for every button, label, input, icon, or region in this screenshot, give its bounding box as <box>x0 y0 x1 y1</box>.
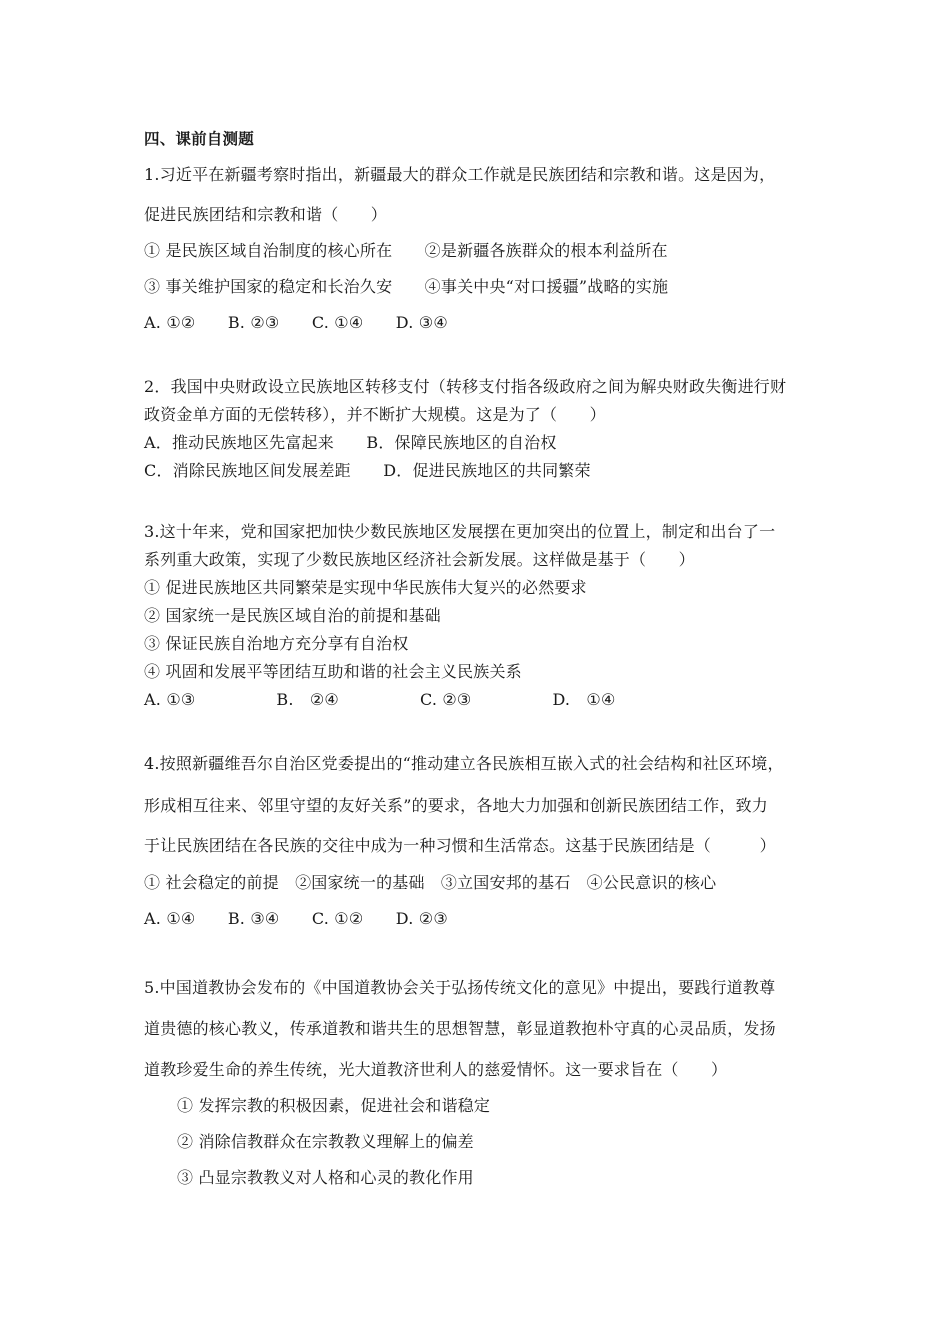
q2-answer-line2: C．消除民族地区间发展差距 D．促进民族地区的共同繁荣 <box>144 461 591 480</box>
q1-options-line1: ① 是民族区域自治制度的核心所在 ②是新疆各族群众的根本利益所在 <box>144 241 668 260</box>
q2-stem-line2: 政资金单方面的无偿转移），并不断扩大规模。这是为了（ ） <box>144 405 606 424</box>
q5-option-3: ③ 凸显宗教教义对人格和心灵的教化作用 <box>177 1168 474 1187</box>
q1-options-line2: ③ 事关维护国家的稳定和长治久安 ④事关中央“对口援疆”战略的实施 <box>144 277 669 296</box>
q2-answer-line1: A．推动民族地区先富起来 B．保障民族地区的自治权 <box>144 433 557 452</box>
q3-stem-line2: 系列重大政策，实现了少数民族地区经济社会新发展。这样做是基于（ ） <box>144 550 695 569</box>
q5-option-2: ② 消除信教群众在宗教教义理解上的偏差 <box>177 1132 474 1151</box>
q3-stem-line1: 3.这十年来，党和国家把加快少数民族地区发展摆在更加突出的位置上，制定和出台了一 <box>144 522 776 541</box>
q5-option-1: ① 发挥宗教的积极因素，促进社会和谐稳定 <box>177 1096 491 1115</box>
q4-stem-line3: 于让民族团结在各民族的交往中成为一种习惯和生活常态。这基于民族团结是（ ） <box>144 836 776 855</box>
q5-stem-line2: 道贵德的核心教义，传承道教和谐共生的思想智慧，彰显道教抱朴守真的心灵品质，发扬 <box>144 1019 776 1038</box>
section-title: 四、课前自测题 <box>144 130 254 148</box>
q3-option-2: ② 国家统一是民族区域自治的前提和基础 <box>144 606 441 625</box>
q2-stem-line1: 2．我国中央财政设立民族地区转移支付（转移支付指各级政府之间为解央财政失衡进行财 <box>144 377 787 396</box>
q3-answer-choices: A. ①③ B. ②④ C. ②③ D. ①④ <box>144 690 616 709</box>
q3-option-4: ④ 巩固和发展平等团结互助和谐的社会主义民族关系 <box>144 662 522 681</box>
q4-stem-line1: 4.按照新疆维吾尔自治区党委提出的“推动建立各民族相互嵌入式的社会结构和社区环境， <box>144 754 784 773</box>
q3-option-1: ① 促进民族地区共同繁荣是实现中华民族伟大复兴的必然要求 <box>144 578 587 597</box>
q5-stem-line1: 5.中国道教协会发布的《中国道教协会关于弘扬传统文化的意见》中提出，要践行道教尊 <box>144 978 776 997</box>
q1-answer-choices: A. ①② B. ②③ C. ①④ D. ③④ <box>144 313 448 332</box>
q4-answer-choices: A. ①④ B. ③④ C. ①② D. ②③ <box>144 909 448 928</box>
q1-stem-line1: 1.习近平在新疆考察时指出，新疆最大的群众工作就是民族团结和宗教和谐。这是因为， <box>144 165 776 184</box>
q4-stem-line2: 形成相互往来、邻里守望的友好关系”的要求，各地大力加强和创新民族团结工作，致力 <box>144 796 768 815</box>
q1-stem-line2: 促进民族团结和宗教和谐（ ） <box>144 205 388 224</box>
q5-stem-line3: 道教珍爱生命的养生传统，光大道教济世利人的慈爱情怀。这一要求旨在（ ） <box>144 1060 728 1079</box>
q3-option-3: ③ 保证民族自治地方充分享有自治权 <box>144 634 409 653</box>
q4-options: ① 社会稳定的前提 ②国家统一的基础 ③立国安邦的基石 ④公民意识的核心 <box>144 873 717 892</box>
